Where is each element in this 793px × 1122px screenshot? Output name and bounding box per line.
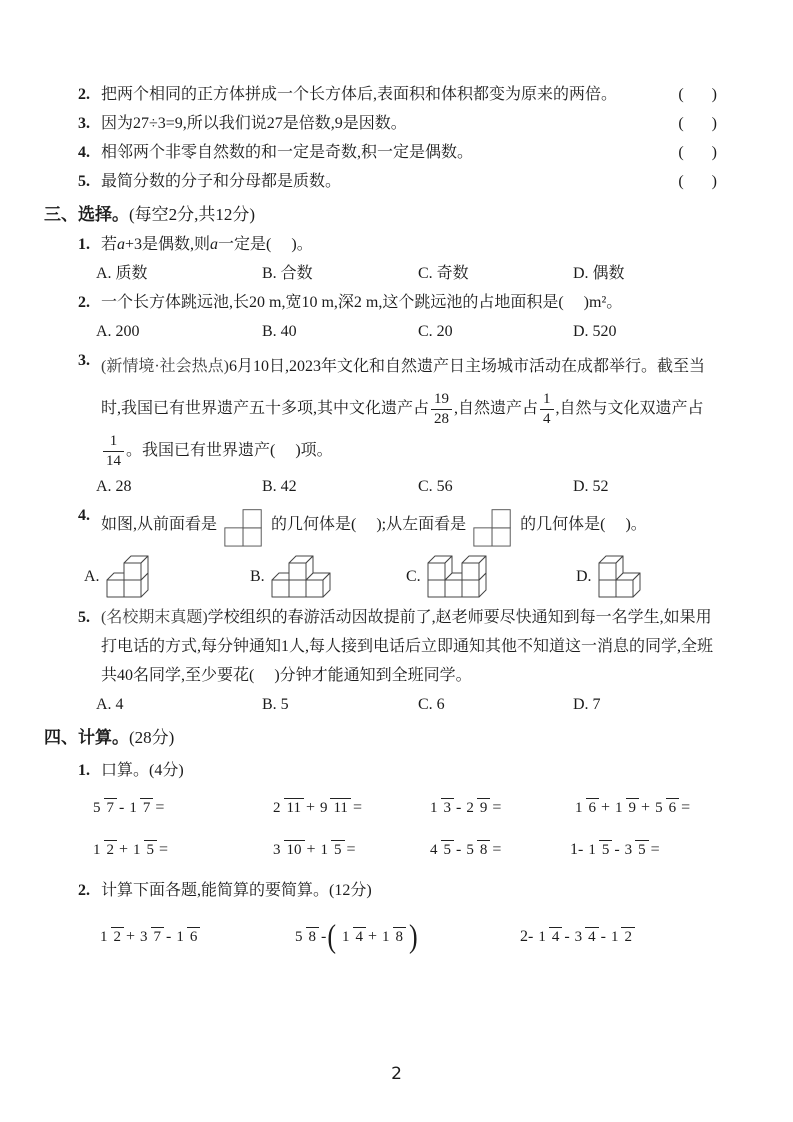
- expression: [425, 840, 570, 860]
- expression: [88, 798, 268, 818]
- text-run: 若: [101, 236, 118, 253]
- text-run: 的几何体是( )。: [520, 516, 647, 533]
- subquestion-number: 1.: [78, 762, 90, 779]
- question-number: 1.: [78, 236, 90, 253]
- option: D. 7: [573, 696, 601, 713]
- fraction: [90, 798, 117, 818]
- text-run: =: [346, 841, 356, 858]
- answer-bracket: ( ): [678, 86, 717, 103]
- text-run: 一个长方体跳远池,长20 m,宽10 m,深2 m,这个跳远池的占地面积是( )m²。: [101, 294, 623, 311]
- item-text: 把两个相同的正方体拼成一个长方体后,表面积和体积都变为原来的两倍。: [101, 86, 618, 103]
- paren: (: [327, 918, 336, 955]
- text-run: =: [650, 841, 660, 858]
- page-content: [44, 80, 717, 955]
- denominator: 10: [284, 840, 305, 858]
- text-run: -: [166, 928, 172, 945]
- numerator: 1: [320, 842, 329, 858]
- text-run: 6月10日,2023年文化和自然遗产日主场城市活动在成都举行。截至当时,我国已有世界遗产五十多项,其中文化遗产占: [101, 358, 706, 417]
- cube-options-row: [44, 554, 717, 599]
- question-text: [101, 501, 717, 549]
- numerator: 1: [615, 800, 623, 816]
- question: [44, 501, 717, 599]
- cube-figure: [270, 554, 332, 599]
- expression: [425, 798, 570, 818]
- cube-figure: [597, 554, 642, 599]
- denominator: 5: [635, 840, 649, 858]
- option: C. 56: [418, 478, 453, 495]
- option-label: C.: [406, 567, 421, 585]
- numerator: 3: [140, 929, 148, 945]
- variable: a: [210, 236, 219, 253]
- text-run: 学校组织的春游活动因故提前了,赵老师要尽快通知到每一名学生,如果用打电话的方式,每分钟通知1人,每人接到电话后立即通知其他不知道这一消息的同学,全班共40名同学,至少要花( )分钟才能通知到全班同学。: [101, 609, 714, 684]
- numerator: 1: [575, 800, 583, 816]
- item-text: 最简分数的分子和分母都是质数。: [101, 173, 342, 190]
- fraction: [90, 840, 117, 860]
- denominator: 2: [621, 927, 635, 945]
- choice-questions: [44, 230, 717, 719]
- text-run: +: [119, 841, 129, 858]
- numerator: 1: [129, 800, 137, 816]
- fraction: [103, 434, 124, 469]
- view-shape-icon: [222, 502, 266, 548]
- option-label: B.: [250, 567, 265, 585]
- simplify-header: [44, 876, 717, 906]
- options-row: [44, 317, 717, 346]
- oral-calc-header: [44, 756, 717, 786]
- question-text: [101, 230, 717, 259]
- fraction: [622, 840, 649, 860]
- judge-item: [44, 80, 717, 109]
- numerator: 1: [133, 842, 141, 858]
- text-run: -: [614, 841, 620, 858]
- cube-figure: [105, 554, 150, 599]
- choice-section-header: [44, 199, 717, 230]
- question-tag: (新情境·社会热点): [101, 358, 229, 375]
- judge-item: [44, 109, 717, 138]
- numerator: 1: [382, 929, 390, 945]
- text-run: -: [600, 928, 606, 945]
- option: D. 520: [573, 323, 617, 340]
- fraction: [463, 798, 490, 818]
- question-tag: (名校期末真题): [101, 609, 208, 626]
- fraction: [427, 798, 454, 818]
- item-text: 相邻两个非零自然数的和一定是奇数,积一定是偶数。: [101, 144, 474, 161]
- fraction: [463, 840, 490, 860]
- text-run: +3是偶数,则: [125, 236, 211, 253]
- denominator: 7: [140, 798, 154, 816]
- answer-bracket: ( ): [678, 173, 717, 190]
- denominator: 9: [477, 798, 491, 816]
- question-line: [44, 288, 717, 317]
- numerator: 5: [466, 842, 474, 858]
- numerator: 3: [574, 929, 583, 945]
- fraction: [318, 840, 345, 860]
- option: A. 200: [96, 323, 140, 340]
- text-run: =: [155, 799, 165, 816]
- expression: [290, 918, 520, 955]
- item-number: 3.: [78, 115, 90, 132]
- fraction: [97, 927, 124, 947]
- numerator: 1: [538, 929, 546, 945]
- fraction: [535, 927, 562, 947]
- numerator: 4: [430, 842, 438, 858]
- page-number: 2: [391, 1064, 402, 1084]
- denominator: 7: [104, 798, 118, 816]
- denominator: 6: [586, 798, 600, 816]
- variable: a: [117, 236, 126, 253]
- fraction: [652, 798, 679, 818]
- simplify-title: [101, 876, 372, 906]
- question-number: 2.: [78, 294, 90, 311]
- text-run: -: [456, 799, 462, 816]
- numerator: 5: [295, 929, 303, 945]
- denominator: 8: [306, 927, 320, 945]
- text-run: ,自然遗产占: [454, 400, 539, 417]
- option: D. 偶数: [573, 265, 625, 282]
- expression: [268, 840, 425, 860]
- option-label: D.: [576, 567, 592, 585]
- view-shape-icon: [471, 502, 515, 548]
- option: B. 42: [262, 478, 297, 495]
- text-run: 2-: [520, 928, 534, 945]
- question: [44, 230, 717, 288]
- expression: [520, 924, 717, 950]
- text-run: +: [641, 799, 651, 816]
- choice-section-title: 三、选择。: [44, 205, 129, 224]
- text-run: 的几何体是( );从左面看是: [271, 516, 467, 533]
- expression: [570, 840, 717, 860]
- option: B. 5: [262, 696, 289, 713]
- denominator: 5: [599, 840, 613, 858]
- cube-option: [406, 554, 576, 599]
- denominator: 6: [187, 927, 201, 945]
- expression: [88, 840, 268, 860]
- oral-calc-title-text: 口算。: [101, 762, 150, 779]
- question-text: [101, 603, 717, 690]
- question: [44, 346, 717, 501]
- oral-grid: [44, 798, 717, 860]
- fraction: [572, 798, 599, 818]
- numerator: 1: [93, 842, 101, 858]
- option: B. 40: [262, 323, 297, 340]
- question-line: [44, 501, 717, 549]
- denominator: 4: [549, 927, 563, 945]
- denominator: 3: [441, 798, 455, 816]
- numerator: 9: [319, 800, 328, 816]
- judge-item: [44, 167, 717, 196]
- options-row: [44, 259, 717, 288]
- numerator: 2: [466, 800, 474, 816]
- calc-section-header: [44, 722, 717, 753]
- numerator: 1: [176, 929, 184, 945]
- answer-bracket: ( ): [678, 144, 717, 161]
- calc-section-note: (28分): [129, 728, 175, 747]
- denominator: 8: [477, 840, 491, 858]
- question-number: 5.: [78, 609, 90, 626]
- denominator: 4: [540, 409, 554, 427]
- fraction: [427, 840, 454, 860]
- fraction: [339, 927, 366, 947]
- text-run: 1-: [570, 841, 584, 858]
- cube-option: [84, 554, 250, 599]
- numerator: 1: [588, 842, 596, 858]
- fraction: [126, 798, 153, 818]
- option: C. 奇数: [418, 265, 469, 282]
- question: [44, 603, 717, 719]
- question-number: 3.: [78, 352, 90, 369]
- numerator: 1: [342, 929, 350, 945]
- option: D. 52: [573, 478, 609, 495]
- simplify-note: (12分): [329, 882, 372, 899]
- expression: [95, 924, 290, 950]
- fraction: [585, 840, 612, 860]
- judge-list: [44, 80, 717, 196]
- fraction: [379, 927, 406, 947]
- text-run: -: [564, 928, 570, 945]
- item-number: 5.: [78, 173, 90, 190]
- paren: ): [409, 918, 418, 955]
- fraction: [292, 927, 319, 947]
- choice-section-note: (每空2分,共12分): [129, 205, 256, 224]
- judge-item: [44, 138, 717, 167]
- cube-option: [576, 554, 717, 599]
- denominator: 8: [393, 927, 407, 945]
- cube-figure: [426, 554, 488, 599]
- text-run: +: [306, 841, 316, 858]
- denominator: 9: [626, 798, 640, 816]
- oral-calc-title: [101, 756, 184, 786]
- option: B. 合数: [262, 265, 313, 282]
- numerator: 1: [109, 432, 118, 449]
- fraction: [612, 798, 639, 818]
- numerator: 3: [273, 842, 281, 858]
- denominator: 11: [330, 798, 350, 816]
- numerator: 5: [93, 800, 101, 816]
- fraction: [431, 392, 452, 427]
- question-line: [44, 230, 717, 259]
- denominator: 7: [151, 927, 165, 945]
- numerator: 1: [430, 800, 438, 816]
- options-row: [44, 472, 717, 501]
- numerator: 3: [624, 842, 633, 858]
- numerator: 1: [610, 929, 619, 945]
- text-run: -: [119, 799, 125, 816]
- denominator: 4: [353, 927, 367, 945]
- fraction: [608, 927, 635, 947]
- expression: [570, 798, 717, 818]
- denominator: 5: [144, 840, 158, 858]
- denominator: 6: [666, 798, 680, 816]
- text-run: +: [368, 928, 378, 945]
- denominator: 14: [103, 451, 124, 469]
- cube-option: [250, 554, 406, 599]
- text-run: =: [352, 799, 362, 816]
- text-run: -: [456, 841, 462, 858]
- text-run: 如图,从前面看是: [101, 516, 218, 533]
- options-row: [44, 690, 717, 719]
- text-run: =: [681, 799, 691, 816]
- text-run: =: [492, 841, 502, 858]
- denominator: 5: [441, 840, 455, 858]
- text-run: +: [126, 928, 136, 945]
- numerator: 2: [273, 800, 281, 816]
- denominator: 2: [111, 927, 125, 945]
- fraction: [130, 840, 157, 860]
- numerator: 1: [543, 390, 551, 407]
- fraction: [270, 840, 305, 860]
- text-run: 一定是( )。: [218, 236, 313, 253]
- fraction: [540, 392, 554, 427]
- fraction: [173, 927, 200, 947]
- question: [44, 288, 717, 346]
- item-number: 2.: [78, 86, 90, 103]
- option: C. 20: [418, 323, 453, 340]
- option: A. 质数: [96, 265, 148, 282]
- text-run: =: [159, 841, 169, 858]
- text-run: =: [492, 799, 502, 816]
- simplify-grid: [44, 918, 717, 955]
- fraction: [317, 798, 351, 818]
- calc-section-title: 四、计算。: [44, 728, 129, 747]
- question-text: [101, 288, 717, 317]
- option: A. 28: [96, 478, 132, 495]
- fraction: [137, 927, 164, 947]
- question-number: 4.: [78, 507, 90, 524]
- oral-calc-note: (4分): [149, 762, 184, 779]
- option-label: A.: [84, 567, 100, 585]
- item-number: 4.: [78, 144, 90, 161]
- simplify-title-text: 计算下面各题,能简算的要简算。: [101, 882, 330, 899]
- fraction: [270, 798, 304, 818]
- subquestion-number: 2.: [78, 882, 90, 899]
- question-text: [101, 346, 717, 472]
- numerator: 5: [655, 800, 663, 816]
- question-line: [44, 346, 717, 472]
- text-run: ,自然与文化双遗产占: [555, 400, 704, 417]
- fraction: [572, 927, 599, 947]
- denominator: 2: [104, 840, 118, 858]
- option: A. 4: [96, 696, 124, 713]
- answer-bracket: ( ): [678, 115, 717, 132]
- expression: [268, 798, 425, 818]
- text-run: +: [305, 799, 315, 816]
- numerator: 19: [434, 390, 450, 407]
- text-run: 。我国已有世界遗产( )项。: [126, 442, 333, 459]
- question-line: [44, 603, 717, 690]
- item-text: 因为27÷3=9,所以我们说27是倍数,9是因数。: [101, 115, 407, 132]
- text-run: -: [321, 928, 327, 945]
- denominator: 5: [331, 840, 345, 858]
- denominator: 11: [284, 798, 304, 816]
- numerator: 1: [100, 929, 108, 945]
- option: C. 6: [418, 696, 445, 713]
- text-run: +: [601, 799, 611, 816]
- denominator: 4: [585, 927, 599, 945]
- denominator: 28: [431, 409, 452, 427]
